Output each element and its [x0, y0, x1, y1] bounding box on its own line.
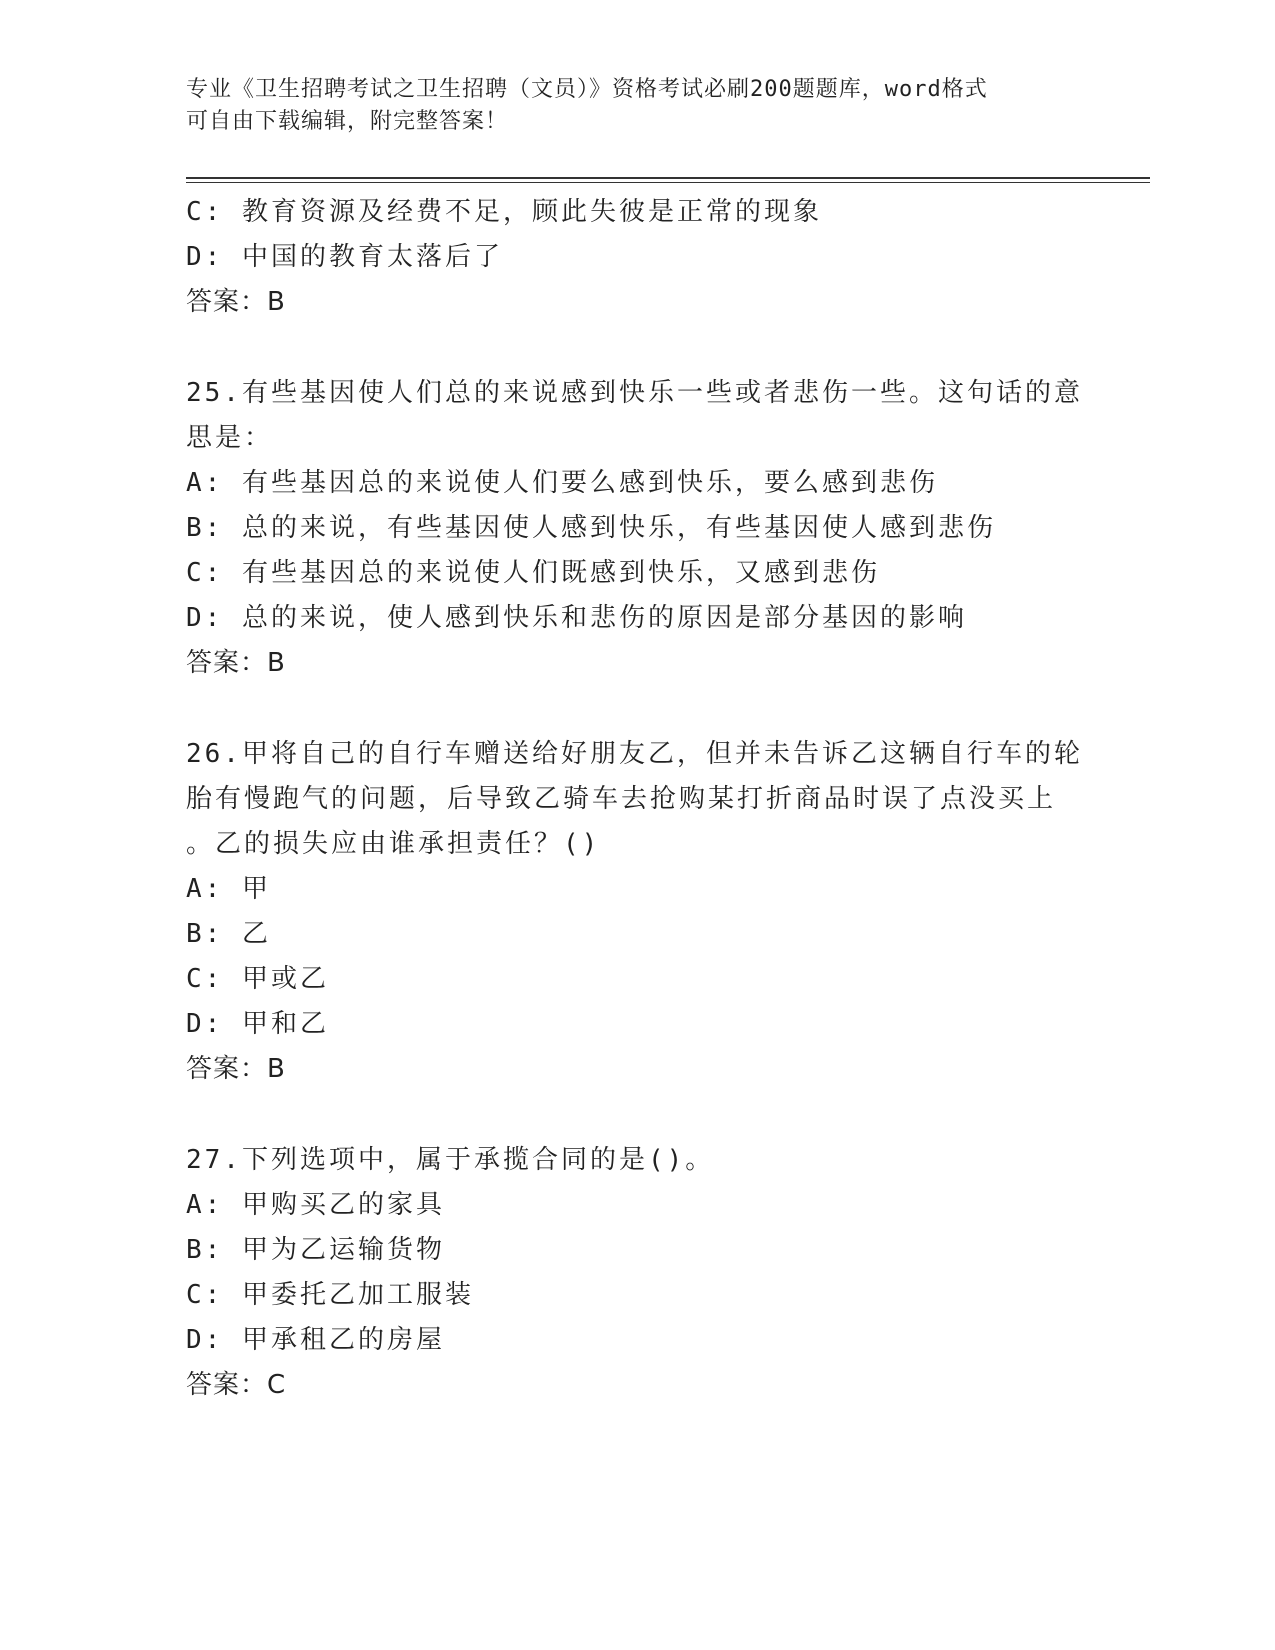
document-header	[186, 74, 1066, 138]
q24-option-d: D: 中国的教育太落后了	[186, 242, 503, 272]
q24-answer: 答案：B	[186, 287, 286, 317]
q27-option-c: C: 甲委托乙加工服装	[186, 1280, 474, 1310]
q26-stem-line-3: 。乙的损失应由谁承担责任？()	[186, 829, 601, 859]
question-content	[186, 190, 1086, 1408]
q26-stem-line-2: 胎有慢跑气的问题，后导致乙骑车去抢购某打折商品时误了点没买上	[186, 784, 1057, 814]
q26-option-d: D: 甲和乙	[186, 1009, 329, 1039]
q26-option-a: A: 甲	[186, 874, 271, 904]
q27-option-a: A: 甲购买乙的家具	[186, 1190, 445, 1220]
q25-stem-line-2: 思是：	[186, 423, 274, 453]
q26-stem-line-1: 26.甲将自己的自行车赠送给好朋友乙，但并未告诉乙这辆自行车的轮	[186, 739, 1083, 769]
header-line-2: 可自由下载编辑，附完整答案！	[186, 109, 509, 134]
header-line-1: 专业《卫生招聘考试之卫生招聘（文员）》资格考试必刷200题题库，word格式	[186, 77, 988, 102]
q27-option-d: D: 甲承租乙的房屋	[186, 1325, 445, 1355]
q27-stem-line-1: 27.下列选项中，属于承揽合同的是()。	[186, 1145, 715, 1175]
q24-option-c: C: 教育资源及经费不足，顾此失彼是正常的现象	[186, 197, 822, 227]
q27-option-b: B: 甲为乙运输货物	[186, 1235, 445, 1265]
q25-option-a: A: 有些基因总的来说使人们要么感到快乐，要么感到悲伤	[186, 468, 938, 498]
q25-option-c: C: 有些基因总的来说使人们既感到快乐，又感到悲伤	[186, 558, 880, 588]
q26-answer: 答案：B	[186, 1054, 286, 1084]
q25-option-d: D: 总的来说，使人感到快乐和悲伤的原因是部分基因的影响	[186, 603, 967, 633]
q26-option-b: B: 乙	[186, 919, 271, 949]
q27-answer: 答案：C	[186, 1370, 287, 1400]
header-divider-thick	[186, 177, 1150, 179]
header-divider-thin	[186, 182, 1150, 183]
q25-answer: 答案：B	[186, 648, 286, 678]
q25-stem-line-1: 25.有些基因使人们总的来说感到快乐一些或者悲伤一些。这句话的意	[186, 378, 1083, 408]
q26-option-c: C: 甲或乙	[186, 964, 329, 994]
q25-option-b: B: 总的来说，有些基因使人感到快乐，有些基因使人感到悲伤	[186, 513, 996, 543]
